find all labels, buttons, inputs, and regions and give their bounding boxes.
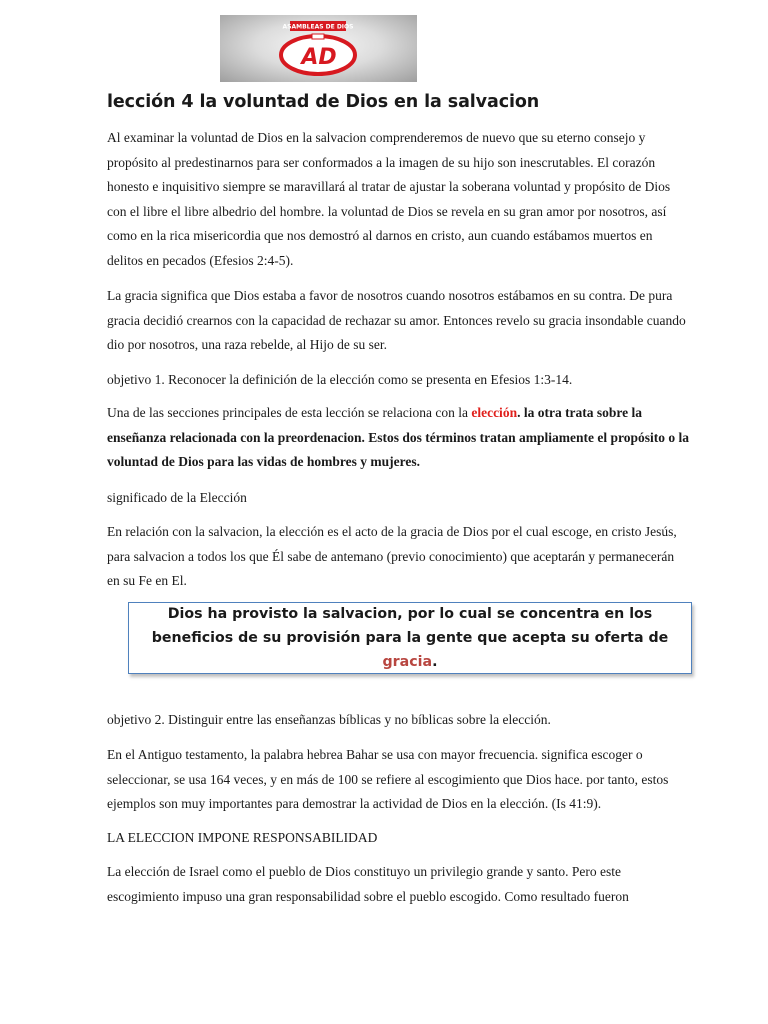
paragraph-secciones-end: . la otra trata sobre la enseñanza relacionada con la preordenacion. Estos dos términos tratan ampliamente el propósito o la voluntad de Dios para las vidas de hombres y mujeres. [107, 405, 689, 469]
objective-1: objetivo 1. Reconocer la definición de la elección como se presenta en Efesios 1:3-14. [107, 372, 573, 387]
section-heading-responsabilidad: LA ELECCION IMPONE RESPONSABILIDAD [107, 830, 378, 845]
page-title: lección 4 la voluntad de Dios en la salvacion [107, 92, 540, 112]
paragraph-antiguo-testamento: En el Antiguo testamento, la palabra hebrea Bahar se usa con mayor frecuencia. significa escoger o seleccionar, se usa 164 veces, y en más de 100 se refiere al escogimiento que Dios hace. por tanto, estos ejemplos son muy importantes para demostrar la actividad de Dios en la elección. (Is 41:9). [107, 747, 669, 811]
paragraph-secciones [107, 401, 689, 475]
callout-gracia: gracia [382, 654, 433, 670]
paragraph-definicion: En relación con la salvacion, la elección es el acto de la gracia de Dios por el cual escoge, en cristo Jesús, para salvacion a todos los que Él sabe de antemano (previo conocimiento) que aceptarán y permanecerán en su Fe en El. [107, 524, 677, 588]
logo-initials: AD [301, 45, 337, 70]
callout-main: Dios ha provisto la salvacion, por lo cual se concentra en los beneficios de su provisión para la gente que acepta su oferta de [151, 606, 669, 646]
callout-text [139, 602, 681, 674]
section-heading-significado: significado de la Elección [107, 490, 247, 505]
paragraph-secciones-start: Una de las secciones principales de esta lección se relaciona con la [107, 405, 472, 420]
objective-2: objetivo 2. Distinguir entre las enseñanzas bíblicas y no bíblicas sobre la elección. [107, 712, 551, 727]
paragraph-israel: La elección de Israel como el pueblo de Dios constituyo un privilegio grande y santo. Pero este escogimiento impuso una gran responsabilidad sobre el pueblo escogido. Como resultado fueron [107, 864, 629, 904]
logo-graphic [220, 15, 417, 82]
logo-banner-text: ASAMBLEAS DE DIOS [282, 23, 354, 31]
callout-end: . [432, 654, 438, 670]
paragraph-intro: Al examinar la voluntad de Dios en la salvacion comprenderemos de nuevo que su eterno consejo y propósito al predestinarnos para ser conformados a la imagen de su hijo son inescrutables. El corazón honesto e inquisitivo siempre se maravillará al tratar de ajustar la soberana voluntad y propósito de Dios con el libre el libre albedrio del hombre. la voluntad de Dios se revela en su gran amor por nosotros, así como en la rica misericordia que nos demostró al darnos en cristo, aun cuando estábamos muertos en delitos en pecados (Efesios 2:4-5). [107, 130, 671, 268]
callout-box [128, 602, 692, 674]
asambleas-de-dios-logo [220, 15, 417, 82]
logo-book-icon [312, 34, 324, 39]
paragraph-gracia: La gracia significa que Dios estaba a favor de nosotros cuando nosotros estábamos en su contra. De pura gracia decidió crearnos con la capacidad de rechazar su amor. Entonces revelo su gracia insondable cuando dio por nosotros, una raza rebelde, al Hijo de su ser. [107, 288, 686, 352]
eleccion-highlight: elección [471, 405, 518, 420]
